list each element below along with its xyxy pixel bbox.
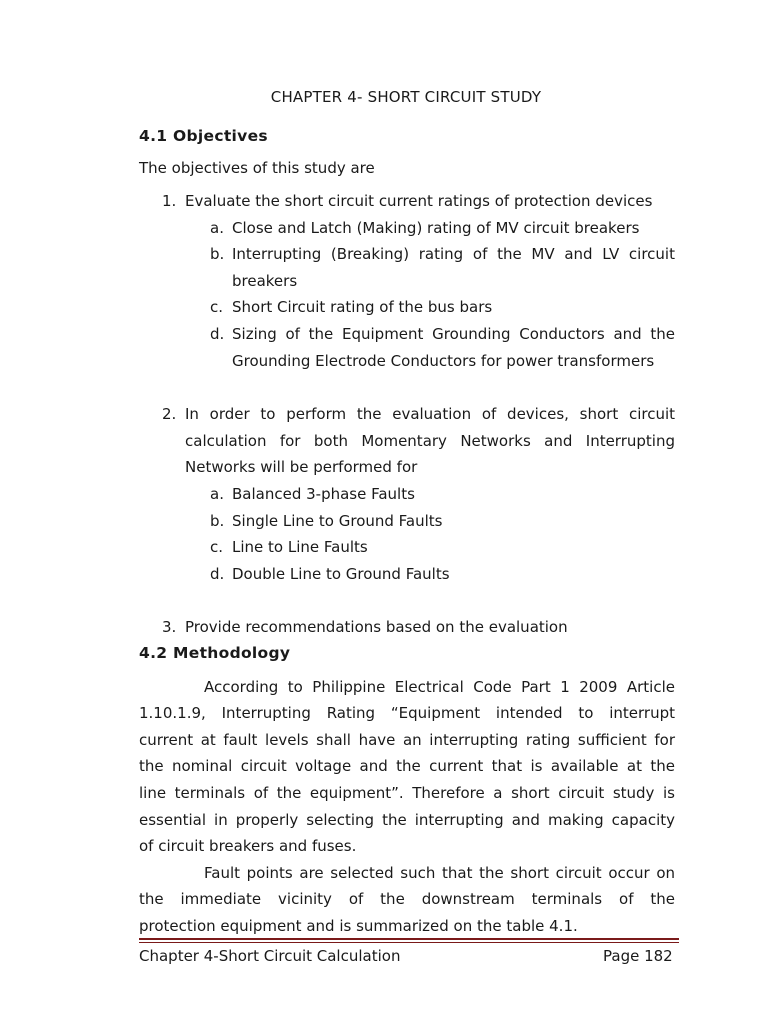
sublist-letter: d. (210, 325, 225, 343)
sublist-letter: a. (210, 485, 224, 503)
sublist-item-text: Line to Line Faults (232, 538, 368, 556)
sublist-letter: c. (210, 538, 224, 556)
paragraph-line: the immediate vicinity of the downstream terminals of the (139, 890, 675, 908)
list-item-2-text: Networks will be performed for (185, 458, 418, 476)
paragraph-line: current at fault levels shall have an interrupting rating sufficient for (139, 731, 675, 749)
sublist-letter: a. (210, 219, 224, 237)
footer-page-number: Page 182 (603, 947, 673, 965)
list-item-3-text: Provide recommendations based on the evaluation (185, 618, 568, 636)
sublist-item-text: Balanced 3-phase Faults (232, 485, 415, 503)
section-heading-objectives: 4.1 Objectives (139, 127, 268, 145)
sublist-letter: b. (210, 512, 225, 530)
sublist-item-text: Short Circuit rating of the bus bars (232, 298, 493, 316)
sublist-letter: d. (210, 565, 225, 583)
list-number-1: 1. (162, 192, 177, 210)
paragraph-line: of circuit breakers and fuses. (139, 837, 357, 855)
footer-chapter-label: Chapter 4-Short Circuit Calculation (139, 947, 401, 965)
paragraph-line: Fault points are selected such that the short circuit occur on (204, 864, 675, 882)
sublist-item-text-cont: breakers (232, 272, 298, 290)
chapter-title: CHAPTER 4- SHORT CIRCUIT STUDY (270, 88, 542, 106)
paragraph-line: protection equipment and is summarized on the table 4.1. (139, 917, 578, 935)
paragraph-line: essential in properly selecting the interrupting and making capacity (139, 811, 675, 829)
list-item-2-text: In order to perform the evaluation of devices, short circuit (185, 405, 675, 423)
sublist-item-text: Double Line to Ground Faults (232, 565, 450, 583)
sublist-letter: b. (210, 245, 225, 263)
sublist-item-text: Single Line to Ground Faults (232, 512, 443, 530)
sublist-item-text: Interrupting (Breaking) rating of the MV and LV circuit (232, 245, 675, 263)
footer-rule (139, 938, 679, 940)
objectives-intro: The objectives of this study are (139, 159, 375, 177)
paragraph-line: According to Philippine Electrical Code Part 1 2009 Article (204, 678, 675, 696)
paragraph-line: 1.10.1.9, Interrupting Rating “Equipment intended to interrupt (139, 704, 675, 722)
list-number-3: 3. (162, 618, 177, 636)
list-number-2: 2. (162, 405, 177, 423)
footer-rule (139, 942, 679, 943)
list-item-2-text: calculation for both Momentary Networks and Interrupting (185, 432, 675, 450)
sublist-letter: c. (210, 298, 224, 316)
sublist-item-text: Close and Latch (Making) rating of MV circuit breakers (232, 219, 640, 237)
paragraph-line: line terminals of the equipment”. Therefore a short circuit study is (139, 784, 675, 802)
sublist-item-text-cont: Grounding Electrode Conductors for power transformers (232, 352, 655, 370)
sublist-item-text: Sizing of the Equipment Grounding Conductors and the (232, 325, 675, 343)
paragraph-line: the nominal circuit voltage and the current that is available at the (139, 757, 675, 775)
section-heading-methodology: 4.2 Methodology (139, 644, 291, 662)
list-item-1-text: Evaluate the short circuit current ratings of protection devices (185, 192, 653, 210)
